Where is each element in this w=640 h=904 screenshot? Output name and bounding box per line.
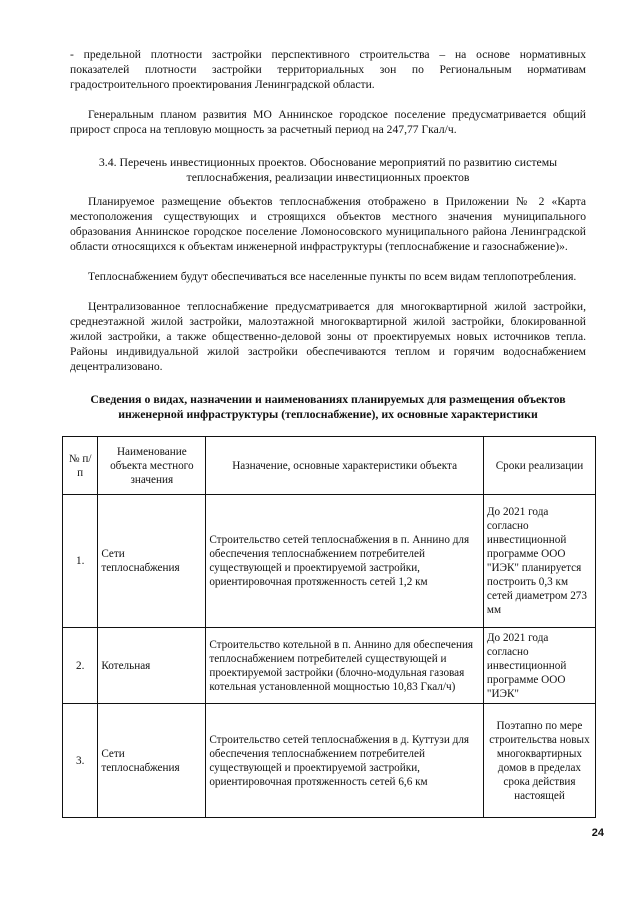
row-2-term: До 2021 года согласно инвестиционной программе ООО "ИЭК"	[483, 628, 595, 704]
row-2-num: 2.	[63, 628, 98, 704]
table-title: Сведения о видах, назначении и наименованиях планируемых для размещения объектов инженерной инфраструктуры (теплоснабжение), их основные характеристики	[90, 392, 566, 421]
table-row	[63, 704, 596, 818]
paragraph-heat-demand: Генеральным планом развития МО Аннинское городское поселение предусматривается общий прирост спроса на тепловую мощность за расчетный период на 247,77 Гкал/ч.	[70, 108, 586, 136]
row-3-desc: Строительство сетей теплоснабжения в д. Куттузи для обеспечения теплоснабжением потребителей существующей и проектируемой застройки, ориентировочная протяженность сетей 6,6 км	[206, 704, 484, 818]
paragraph-density-item: - предельной плотности застройки перспективного строительства – на основе нормативных показателей плотности застройки территориальных зон по Региональным нормативам градостроительного проектирования Ленинградской области.	[70, 48, 586, 91]
header-desc: Назначение, основные характеристики объекта	[206, 437, 484, 495]
row-1-term: До 2021 года согласно инвестиционной программе ООО "ИЭК" планируется построить 0,3 км сетей диаметром 273 мм	[483, 495, 595, 628]
row-2-name: Котельная	[98, 628, 206, 704]
row-1-name: Сети теплоснабжения	[98, 495, 206, 628]
row-1-desc: Строительство сетей теплоснабжения в п. Аннино для обеспечения теплоснабжением потребителей существующей и проектируемой застройки, ориентировочная протяженность сетей 1,2 км	[206, 495, 484, 628]
infrastructure-table	[62, 436, 596, 818]
table-row	[63, 628, 596, 704]
row-3-num: 3.	[63, 704, 98, 818]
row-3-name: Сети теплоснабжения	[98, 704, 206, 818]
paragraph-coverage: Теплоснабжением будут обеспечиваться все населенные пункты по всем видам теплопотребления.	[88, 270, 577, 283]
header-term: Сроки реализации	[483, 437, 595, 495]
table-header-row	[63, 437, 596, 495]
row-2-desc: Строительство котельной в п. Аннино для обеспечения теплоснабжением потребителей существующей и проектируемой застройки (блочно-модульная газовая котельная установленной мощностью 10,83 Гкал/ч)	[206, 628, 484, 704]
header-num: № п/п	[63, 437, 98, 495]
table-row	[63, 495, 596, 628]
row-1-num: 1.	[63, 495, 98, 628]
header-name: Наименование объекта местного значения	[98, 437, 206, 495]
page-number: 24	[591, 827, 604, 839]
paragraph-centralized: Централизованное теплоснабжение предусматривается для многоквартирной жилой застройки, среднеэтажной жилой застройки, малоэтажной многоквартирной жилой застройки, блокированной жилой застройки, а также общественно-деловой зоны от проектируемых новых источников тепла. Районы индивидуальной жилой застройки обеспечиваются теплом и горячим водоснабжением децентрализовано.	[70, 300, 586, 373]
paragraph-placement: Планируемое размещение объектов теплоснабжения отображено в Приложении № 2 «Карта местоположения существующих и строящихся объектов местного значения муниципального образования Аннинское городское поселение Ломоносовского муниципального района Ленинградской области относящихся к объектам инженерной инфраструктуры (теплоснабжение и газоснабжение)».	[70, 195, 586, 253]
section-heading: 3.4. Перечень инвестиционных проектов. Обоснование мероприятий по развитию системы теплоснабжения, реализации инвестиционных проектов	[98, 155, 558, 184]
row-3-term: Поэтапно по мере строительства новых многоквартирных домов в пределах срока действия настоящей	[483, 704, 595, 818]
